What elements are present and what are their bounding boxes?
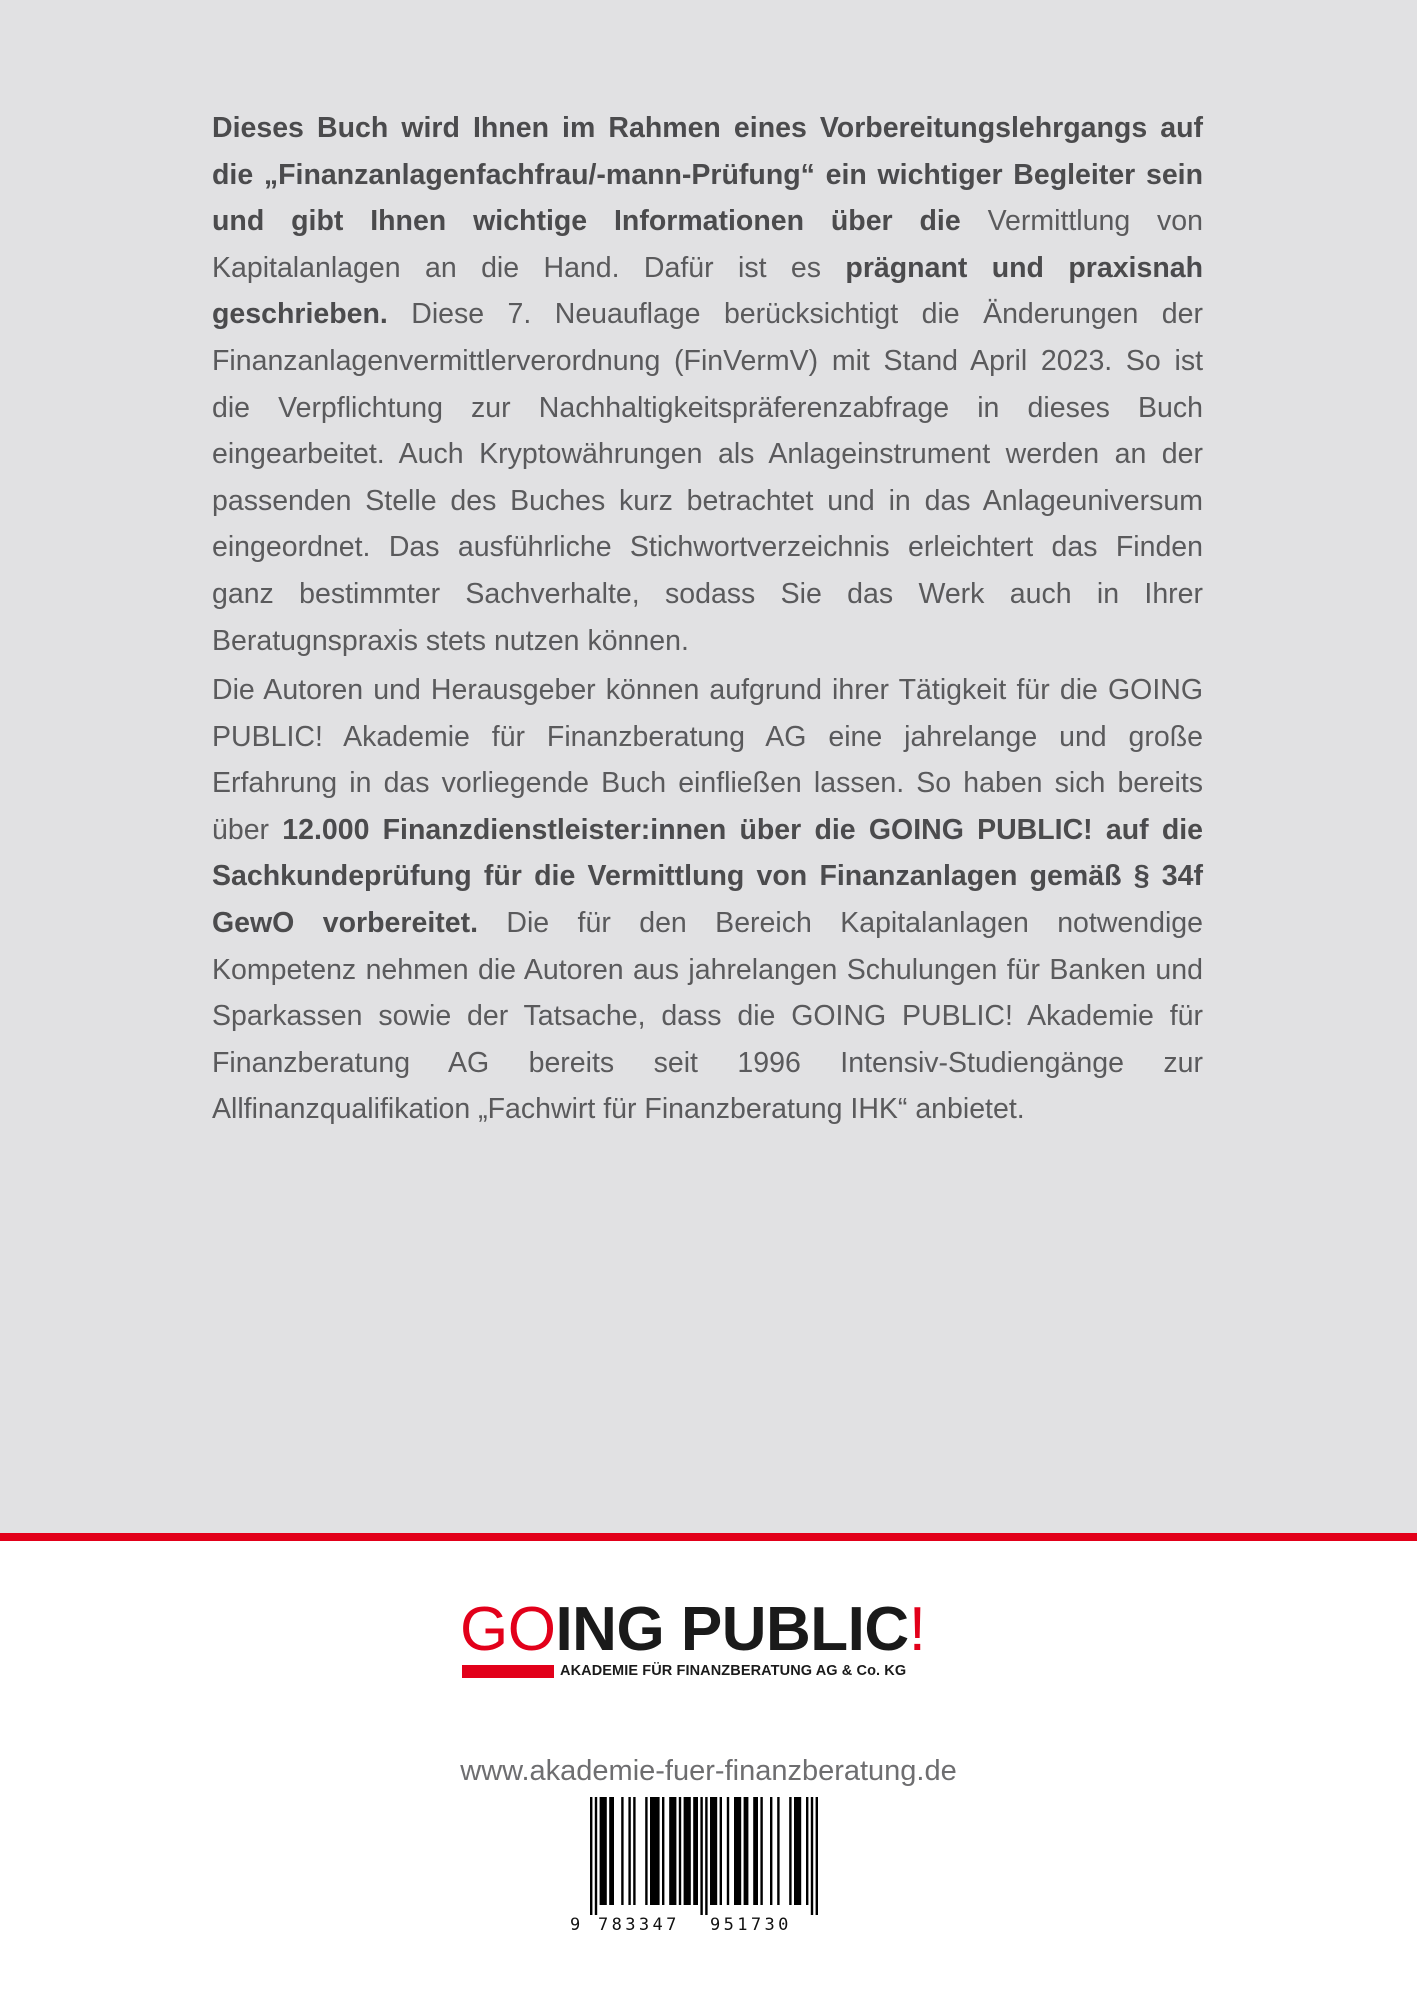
logo-subtitle: AKADEMIE FÜR FINANZBERATUNG AG & Co. KG <box>560 1663 907 1679</box>
barcode-bar-17 <box>720 1797 722 1905</box>
barcode-bar-12 <box>684 1797 691 1905</box>
barcode-bar-0 <box>590 1797 592 1915</box>
barcode-left-digits: 783347 <box>598 1915 680 1935</box>
barcode-bar-26 <box>794 1797 801 1905</box>
going-public-logo <box>460 1595 980 1685</box>
barcode-bar-20 <box>744 1797 749 1905</box>
barcode-bar-3 <box>609 1797 614 1905</box>
p1-run-1: Vermittlung von Kapitalanlagen an die Hand. Dafür ist es <box>212 205 1204 284</box>
barcode-bar-28 <box>811 1797 813 1915</box>
barcode-bar-10 <box>669 1797 676 1905</box>
logo-red-bar <box>462 1665 554 1678</box>
barcode-bar-11 <box>679 1797 681 1905</box>
barcode-bar-13 <box>693 1797 698 1905</box>
barcode-bar-16 <box>710 1797 717 1905</box>
barcode-bar-18 <box>727 1797 729 1905</box>
barcode-bar-2 <box>600 1797 607 1905</box>
isbn-barcode <box>570 1793 830 1943</box>
barcode-bar-6 <box>633 1797 635 1905</box>
barcode-bar-22 <box>760 1797 762 1905</box>
p2-run-1: 12.000 Finanzdienstleister:innen über die GOING PUBLIC! auf die Sachkundeprüfung für die Vermittlung von Finanzanlagen gemäß § 34f GewO vorbereitet. <box>212 813 1203 939</box>
barcode-bar-23 <box>770 1797 772 1905</box>
barcode-bar-8 <box>650 1797 660 1905</box>
barcode-bar-7 <box>645 1797 647 1905</box>
barcode-bar-5 <box>628 1797 630 1905</box>
p1-run-0: Dieses Buch wird Ihnen im Rahmen eines Vorbereitungslehrgangs auf die „Finanzanlagenfachfrau/-mann-Prüfung“ ein wichtiger Begleiter sein und gibt Ihnen wichtige Informationen über die <box>212 112 1203 238</box>
logo-wordmark <box>460 1595 925 1665</box>
barcode-bar-24 <box>777 1797 779 1905</box>
barcode-bar-15 <box>705 1797 707 1915</box>
barcode-bar-29 <box>816 1797 818 1915</box>
barcode-bar-25 <box>789 1797 791 1905</box>
p1-run-2: prägnant und praxisnah geschrieben. <box>212 251 1203 331</box>
barcode-first-digit: 9 <box>570 1915 584 1935</box>
barcode-right-digits: 951730 <box>710 1915 792 1935</box>
logo-ing-public: ING PUBLIC <box>555 1595 909 1664</box>
barcode-bar-1 <box>595 1797 597 1915</box>
logo-go: GO <box>460 1595 556 1664</box>
p2-run-2: Die für den Bereich Kapitalanlagen notwendige Kompetenz nehmen die Autoren aus jahrelangen Schulungen für Banken und Sparkassen sowie der Tatsache, dass die GOING PUBLIC! Akademie für Finanzberatung AG bereits seit 1996 Intensiv-Studiengänge zur Allfinanzqualifikation „Fachwirt für Finanzberatung IHK“ anbietet. <box>212 906 1203 1126</box>
blurb-paragraph-1 <box>212 105 1203 664</box>
barcode-bars <box>570 1793 830 1915</box>
logo-exclamation: ! <box>908 1595 926 1664</box>
barcode-bar-14 <box>700 1797 702 1915</box>
blurb-paragraph-2 <box>212 667 1203 1133</box>
p2-run-0: Die Autoren und Herausgeber können aufgrund ihrer Tätigkeit für die GOING PUBLIC! Akademie für Finanzberatung AG eine jahrelange und große Erfahrung in das vorliegende Buch einfließen lassen. So haben sich bereits über <box>212 674 1203 846</box>
barcode-bar-4 <box>621 1797 623 1905</box>
barcode-bar-27 <box>806 1797 808 1905</box>
red-divider <box>0 1533 1417 1541</box>
barcode-bar-9 <box>662 1797 664 1905</box>
p1-run-3: Diese 7. Neuauflage berücksichtigt die Änderungen der Finanzanlagenvermittlerverordnung (FinVermV) mit Stand April 2023. So ist die Verpflichtung zur Nachhaltigkeitspräferenzabfrage in dieses Buch eingearbeitet. Auch Kryptowährungen als Anlageinstrument werden an der passenden Stelle des Buches kurz betrachtet und in das Anlageuniversum eingeordnet. Das ausführliche Stichwortverzeichnis erleichtert das Finden ganz bestimmter Sachverhalte, sodass Sie das Werk auch in Ihrer Beratugnspraxis stets nutzen können. <box>212 298 1203 657</box>
barcode-bar-19 <box>734 1797 741 1905</box>
barcode-bar-21 <box>753 1797 758 1905</box>
website-url: www.akademie-fuer-finanzberatung.de <box>460 1755 957 1787</box>
